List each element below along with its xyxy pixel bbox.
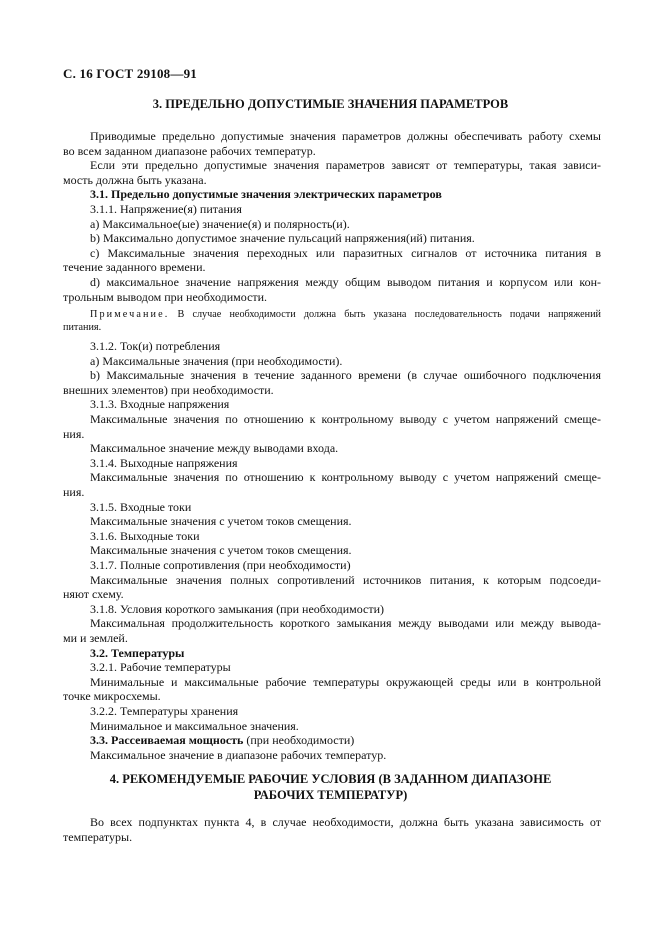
item-3-1-6-text: Максимальные значения с учетом токов смещения. — [90, 543, 352, 558]
subsection-3-2-title: 3.2. Температуры — [90, 645, 185, 660]
item-3-1-5-text: Максимальные значения с учетом токов смещения. — [90, 514, 352, 529]
item-3-1-4-text-line-2: ния. — [63, 485, 85, 499]
item-3-1-4: 3.1.4. Выходные напряжения — [90, 455, 238, 470]
item-3-1-3-text-1-line-2: ния. — [63, 426, 85, 441]
note-line-2: питания. — [63, 321, 102, 333]
section-4-title-line-2: РАБОЧИХ ТЕМПЕРАТУР) — [253, 788, 408, 802]
item-3-1-1: 3.1.1. Напряжение(я) питания — [90, 202, 242, 216]
subsection-3-3-title: 3.3. Рассеиваемая мощность (при необходимости) — [90, 733, 355, 748]
item-3-2-1-text-line-1: Минимальные и максимальные рабочие температуры окружающей среды или в контрольной — [90, 674, 601, 689]
subsection-3-1-title: 3.1. Предельно допустимые значения электрических параметров — [90, 187, 442, 202]
item-3-2-2-text: Минимальное и максимальное значения. — [90, 718, 299, 733]
item-3-1-4-text-line-1: Максимальные значения по отношению к контрольному выводу с учетом напряжений смеще- — [90, 470, 601, 485]
item-3-1-6: 3.1.6. Выходные токи — [90, 528, 200, 543]
item-3-1-2-a: a) Максимальные значения (при необходимости). — [90, 353, 343, 368]
item-3-1-1-c-line-2: течение заданного времени. — [63, 260, 206, 275]
section-3-title: 3. ПРЕДЕЛЬНО ДОПУСТИМЫЕ ЗНАЧЕНИЯ ПАРАМЕТРОВ — [152, 97, 509, 111]
item-3-2-2: 3.2.2. Температуры хранения — [90, 704, 239, 718]
intro-paragraph-1-line-1: Приводимые предельно допустимые значения параметров должны обеспечивать работу схемы — [90, 129, 601, 143]
item-3-1-2-b-line-1: b) Максимальные значения в течение заданного времени (в случае ошибочного подключения — [90, 368, 601, 383]
page-header: С. 16 ГОСТ 29108—91 — [63, 66, 197, 81]
item-3-1-1-d-line-2: трольным выводом при необходимости. — [63, 289, 268, 304]
item-3-1-1-a: a) Максимальное(ые) значение(я) и полярность(и). — [90, 216, 350, 231]
item-3-1-8-text-line-2: ми и землей. — [63, 631, 128, 645]
item-3-3-text: Максимальное значение в диапазоне рабочих температур. — [90, 747, 387, 762]
item-3-1-3-text-1-line-1: Максимальные значения по отношению к контрольному выводу с учетом напряжений смеще- — [90, 412, 601, 426]
item-3-1-2-b-line-2: внешних элементов) при необходимости. — [63, 382, 274, 397]
section-4-text-line-2: температуры. — [63, 829, 133, 844]
item-3-1-1-b: b) Максимально допустимое значение пульсаций напряжения(ий) питания. — [90, 231, 475, 246]
item-3-1-7-text-line-1: Максимальные значения полных сопротивлений источников питания, к которым подсоеди- — [90, 572, 601, 587]
note-text: В случае необходимости должна быть указана последовательность подачи напряжений — [177, 309, 602, 320]
item-3-1-7: 3.1.7. Полные сопротивления (при необходимости) — [90, 558, 351, 572]
item-3-1-3-text-2: Максимальное значение между выводами входа. — [90, 441, 339, 456]
note-label: Примечание. — [90, 309, 170, 320]
intro-paragraph-1-line-2: во всем заданном диапазоне рабочих температур. — [63, 143, 316, 158]
item-3-2-1: 3.2.1. Рабочие температуры — [90, 660, 231, 675]
item-3-1-1-c-line-1: c) Максимальные значения переходных или паразитных сигналов от источника питания в — [90, 245, 601, 260]
section-4-text-line-1: Во всех подпунктах пункта 4, в случае необходимости, должна быть указана зависимость от — [90, 815, 601, 829]
item-3-1-5: 3.1.5. Входные токи — [90, 499, 192, 514]
item-3-2-1-text-line-2: точке микросхемы. — [63, 689, 161, 704]
item-3-1-8-text-line-1: Максимальная продолжительность короткого замыкания между выводами или между вывода- — [90, 616, 601, 631]
item-3-1-1-d-line-1: d) максимальное значение напряжения между общим выводом питания и корпусом или кон- — [90, 275, 601, 289]
item-3-1-2: 3.1.2. Ток(и) потребления — [90, 339, 221, 353]
item-3-1-8: 3.1.8. Условия короткого замыкания (при необходимости) — [90, 601, 385, 616]
intro-paragraph-2-line-1: Если эти предельно допустимые значения параметров зависят от температуры, такая зависи- — [90, 158, 601, 173]
item-3-1-7-text-line-2: няют схему. — [63, 587, 124, 602]
intro-paragraph-2-line-2: мость должна быть указана. — [63, 172, 207, 187]
item-3-1-3: 3.1.3. Входные напряжения — [90, 397, 230, 412]
note-line-1 — [63, 309, 601, 322]
section-4-title-line-1: 4. РЕКОМЕНДУЕМЫЕ РАБОЧИЕ УСЛОВИЯ (В ЗАДАННОМ ДИАПАЗОНЕ — [109, 772, 552, 786]
